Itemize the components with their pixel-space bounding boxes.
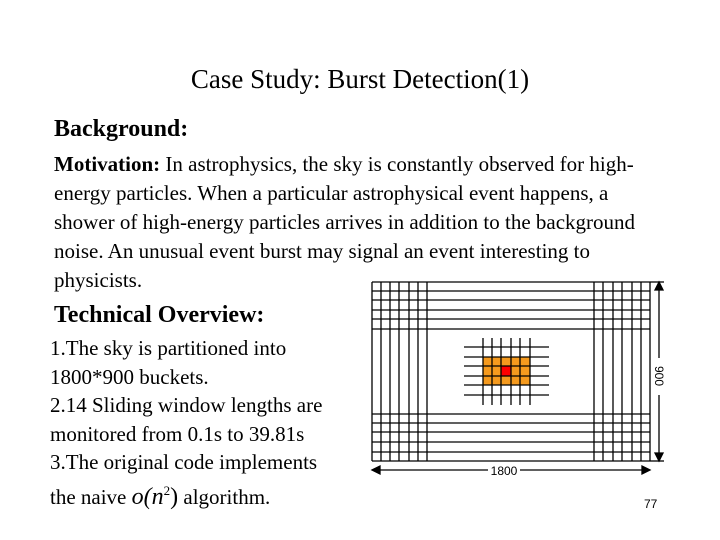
background-heading: Background: xyxy=(54,116,189,142)
list-line: 1.The sky is partitioned into xyxy=(50,336,287,360)
motivation-text: In astrophysics, the sky is constantly observed for high-energy particles. When a particular astrophysical event happens, a shower of high-energy particles arrives in addition to the background noise. An unusual event burst may signal an event interesting to physicists. xyxy=(54,152,636,292)
text: the naive xyxy=(50,484,132,509)
page-number: 77 xyxy=(644,497,658,511)
slide-title: Case Study: Burst Detection(1) xyxy=(190,64,530,94)
formula-exponent: 2 xyxy=(163,482,171,498)
list-line: 2.14 Sliding window lengths are xyxy=(50,393,323,418)
list-line: 1800*900 buckets. xyxy=(50,364,209,389)
technical-heading: Technical Overview: xyxy=(54,302,265,328)
motivation-label: Motivation: xyxy=(54,152,161,176)
burst-cell xyxy=(501,366,511,376)
height-label: 900 xyxy=(652,365,666,387)
width-label: 1800 xyxy=(490,464,518,478)
formula-close: ) xyxy=(170,483,179,510)
text: algorithm. xyxy=(178,484,271,509)
formula-base: o(n xyxy=(131,483,164,510)
list-line: 3.The original code implements xyxy=(50,450,318,475)
list-line: monitored from 0.1s to 39.81s xyxy=(50,421,305,446)
